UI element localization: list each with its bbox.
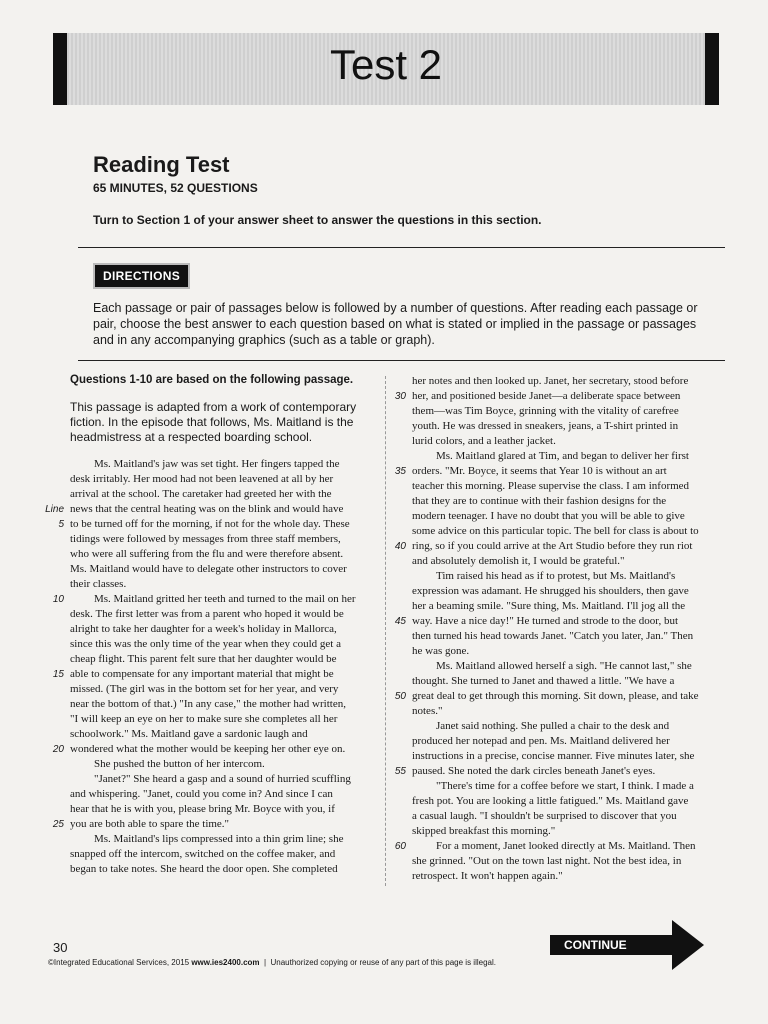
- section-subtitle: 65 MINUTES, 52 QUESTIONS: [93, 181, 258, 195]
- passage-line: [52, 667, 380, 682]
- passage-line: [70, 607, 380, 622]
- line-text: missed. (The girl was in the bottom set for her year, and very: [70, 683, 339, 695]
- line-text: "There's time for a coffee before we start, I think. I made a: [436, 780, 694, 792]
- passage-line: [412, 749, 712, 764]
- line-number: 30: [394, 391, 406, 402]
- line-text: he was gone.: [412, 645, 470, 657]
- line-text: Ms. Maitland would have to delegate other instructors to cover: [70, 563, 347, 575]
- section-instruction: Turn to Section 1 of your answer sheet to answer the questions in this section.: [93, 213, 542, 227]
- passage-line: [412, 854, 712, 869]
- line-text: alright to take her daughter for a week's holiday in Mallorca,: [70, 623, 337, 635]
- passage-line: [394, 464, 712, 479]
- passage-line: [412, 554, 712, 569]
- line-text: wondered what the mother would be keeping her other eye on.: [70, 743, 346, 755]
- line-text: able to compensate for any important material that might be: [70, 668, 334, 680]
- line-text: her a beaming smile. "Sure thing, Ms. Maitland. I'll jog all the: [412, 600, 686, 612]
- passage-line: [412, 599, 712, 614]
- line-text: ring, so if you could arrive at the Art Studio before they run riot: [412, 540, 693, 552]
- passage-line: [70, 802, 380, 817]
- copyright-notice: Unauthorized copying or reuse of any part of this page is illegal.: [270, 958, 496, 967]
- passage-line: [412, 479, 712, 494]
- line-text: orders. "Mr. Boyce, it seems that Year 10 is without an art: [412, 465, 667, 477]
- line-text: that they are to continue with their fashion designs for the: [412, 495, 667, 507]
- passage-line: [70, 772, 380, 787]
- passage-line: [412, 779, 712, 794]
- line-text: lurid colors, and a leather jacket.: [412, 435, 556, 447]
- directions-divider: [78, 360, 725, 361]
- passage-line: [70, 697, 380, 712]
- footer-separator: |: [263, 958, 267, 967]
- line-text: near the bottom of that.) "In any case," the mother had written,: [70, 698, 346, 710]
- line-text: way. Have a nice day!" He turned and strode to the door, but: [412, 615, 679, 627]
- passage-line: [412, 659, 712, 674]
- line-text: skipped breakfast this morning.": [412, 825, 556, 837]
- passage-line: [70, 862, 380, 877]
- passage-line: [70, 472, 380, 487]
- line-number: 35: [394, 466, 406, 477]
- passage-heading: Questions 1-10 are based on the following passage.: [70, 374, 354, 386]
- line-text: Ms. Maitland gritted her teeth and turned to the mail on her: [94, 593, 356, 605]
- line-text: fresh pot. You are looking a little fatigued." Ms. Maitland gave: [412, 795, 689, 807]
- passage-left-column: [45, 374, 380, 877]
- line-number: 5: [58, 519, 64, 530]
- column-divider: [385, 376, 386, 886]
- passage-line: [412, 434, 712, 449]
- line-text: teacher this morning. Please supervise the class. I am informed: [412, 480, 690, 492]
- passage-line: [412, 644, 712, 659]
- passage-line: [70, 787, 380, 802]
- line-text: she grinned. "Out on the town last night. Not the best idea, in: [412, 855, 682, 867]
- passage-line: [52, 817, 380, 832]
- line-text: Tim raised his head as if to protest, but Ms. Maitland's: [436, 570, 676, 582]
- line-text: tidings were followed by messages from three staff members,: [70, 533, 341, 545]
- line-text: For a moment, Janet looked directly at Ms. Maitland. Then: [436, 840, 696, 852]
- line-text: to be turned off for the morning, if not for the whole day. These: [70, 518, 350, 530]
- line-text: Ms. Maitland's lips compressed into a thin grim line; she: [94, 833, 344, 845]
- line-text: desk irritably. Her mood had not been leavened at all by her: [70, 473, 334, 485]
- continue-label: CONTINUE: [564, 938, 627, 952]
- line-text: youth. He was dressed in sneakers, jeans, a T-shirt printed in: [412, 420, 679, 432]
- line-number: 60: [394, 841, 406, 852]
- line-text: Ms. Maitland's jaw was set tight. Her fingers tapped the: [94, 458, 340, 470]
- passage-line: [70, 562, 380, 577]
- line-text: and absolutely demolish it, I would be grateful.": [412, 555, 625, 567]
- passage-line: [412, 629, 712, 644]
- test-banner: [53, 33, 719, 105]
- passage-line: [58, 517, 380, 532]
- test-title: Test 2: [329, 41, 443, 88]
- line-number: 25: [52, 819, 64, 830]
- passage-line: [70, 832, 380, 847]
- line-text: retrospect. It won't happen again.": [412, 870, 563, 882]
- passage-line: [412, 674, 712, 689]
- passage-line: [394, 614, 712, 629]
- continue-arrow: [550, 920, 704, 970]
- line-text: who were all suffering from the flu and were therefore absent.: [70, 548, 344, 560]
- line-number: 55: [394, 766, 406, 777]
- line-number: 50: [394, 691, 406, 702]
- passage-line: [70, 757, 380, 772]
- passage-line: [70, 547, 380, 562]
- banner-right-bar: [705, 33, 719, 105]
- passage-line: [412, 584, 712, 599]
- passage-line: [412, 824, 712, 839]
- line-text: thought. She turned to Janet and thawed a little. "We have a: [412, 675, 675, 687]
- directions-badge: DIRECTIONS: [93, 263, 190, 289]
- line-text: hear that he is with you, please bring Mr. Boyce with you, if: [70, 803, 335, 815]
- passage-line: [70, 652, 380, 667]
- passage-line: [412, 704, 712, 719]
- line-text: "I will keep an eye on her to make sure she completes all her: [70, 713, 338, 725]
- passage-line: [70, 577, 380, 592]
- passage-line: [412, 719, 712, 734]
- line-text: Ms. Maitland glared at Tim, and began to deliver her first: [436, 450, 689, 462]
- line-text: began to take notes. She heard the door open. She completed: [70, 863, 338, 875]
- passage-line: [70, 532, 380, 547]
- line-text: their classes.: [70, 578, 127, 590]
- passage-line: [412, 494, 712, 509]
- line-text: schoolwork." Ms. Maitland gave a sardonic laugh and: [70, 728, 308, 740]
- line-text: snapped off the intercom, switched on the coffee maker, and: [70, 848, 336, 860]
- line-text: some advice on this particular topic. The bell for class is about to: [412, 525, 699, 537]
- passage-line: [412, 794, 712, 809]
- passage-line: [70, 487, 380, 502]
- passage-line: [394, 839, 712, 854]
- passage-line: [412, 374, 712, 389]
- passage-line: [394, 389, 712, 404]
- line-text: her, and positioned beside Janet—a deliberate space between: [412, 390, 681, 402]
- line-text: and whispering. "Janet, could you come in? And since I can: [70, 788, 333, 800]
- line-text: instructions in a precise, concise manner. Five minutes later, she: [412, 750, 695, 762]
- line-text: them—was Tim Boyce, grinning with the vitality of carefree: [412, 405, 679, 417]
- passage-line: [70, 682, 380, 697]
- line-text: desk. The first letter was from a parent who hoped it would be: [70, 608, 344, 620]
- page-number: 30: [53, 940, 68, 955]
- line-text: a casual laugh. "I shouldn't be surprised to discover that you: [412, 810, 677, 822]
- line-text: you are both able to spare the time.": [70, 818, 230, 830]
- top-divider: [78, 247, 725, 248]
- passage-line: [70, 637, 380, 652]
- passage-line: [412, 509, 712, 524]
- passage-line: [70, 622, 380, 637]
- passage-line: [412, 524, 712, 539]
- passage-line: [52, 742, 380, 757]
- arrow-right-icon: [672, 920, 704, 970]
- passage-line: [412, 734, 712, 749]
- passage-line: [70, 712, 380, 727]
- passage-intro: This passage is adapted from a work of contemporary fiction. In the episode that follows, Ms. Maitland is the headmistress at a respected boarding school.: [70, 400, 357, 444]
- passage-line: [70, 457, 380, 472]
- line-text: cheap flight. This parent felt sure that her daughter would be: [70, 653, 337, 665]
- passage-line: [70, 847, 380, 862]
- line-text: notes.": [412, 705, 443, 717]
- website-text: www.ies2400.com: [191, 958, 260, 967]
- line-text: "Janet?" She heard a gasp and a sound of hurried scuffling: [94, 773, 351, 785]
- directions-text: Each passage or pair of passages below is followed by a number of questions. After reading each passage or pair, choose the best answer to each question based on what is stated or implied in the passage or passages and in any accompanying graphics (such as a table or graph).: [93, 301, 698, 347]
- passage-line: [70, 727, 380, 742]
- line-text: news that the central heating was on the blink and would have: [70, 503, 344, 515]
- line-number: Line: [45, 504, 64, 515]
- passage-right-column: [394, 374, 712, 884]
- passage-line: [412, 569, 712, 584]
- line-text: arrival at the school. The caretaker had greeted her with the: [70, 488, 332, 500]
- line-text: then turned his head towards Janet. "Catch you later, Jan." Then: [412, 630, 694, 642]
- line-text: Ms. Maitland allowed herself a sigh. "He cannot last," she: [436, 660, 692, 672]
- passage-line: [394, 764, 712, 779]
- footer-copyright: [48, 958, 496, 967]
- line-text: great deal to get through this morning. Sit down, please, and take: [412, 690, 699, 702]
- line-text: expression was adamant. He shrugged his shoulders, then gave: [412, 585, 689, 597]
- line-text: since this was the only time of the year when they could get a: [70, 638, 341, 650]
- line-text: paused. She noted the dark circles beneath Janet's eyes.: [412, 765, 656, 777]
- line-text: produced her notepad and pen. Ms. Maitland delivered her: [412, 735, 670, 747]
- passage-line: [45, 502, 380, 517]
- passage-line: [412, 869, 712, 884]
- line-text: her notes and then looked up. Janet, her secretary, stood before: [412, 375, 689, 387]
- passage-line: [412, 809, 712, 824]
- passage-line: [412, 404, 712, 419]
- line-text: modern teenager. I have no doubt that you will be able to give: [412, 510, 685, 522]
- passage-line: [394, 689, 712, 704]
- passage-line: [394, 539, 712, 554]
- passage-line: [52, 592, 380, 607]
- line-number: 45: [394, 616, 406, 627]
- line-number: 10: [52, 594, 64, 605]
- line-number: 40: [394, 541, 406, 552]
- passage-line: [412, 449, 712, 464]
- line-number: 20: [52, 744, 64, 755]
- section-title: Reading Test: [93, 152, 230, 177]
- copyright-text: ©Integrated Educational Services, 2015: [48, 958, 190, 967]
- passage-lines-right: [394, 374, 712, 884]
- line-text: Janet said nothing. She pulled a chair to the desk and: [436, 720, 670, 732]
- line-text: She pushed the button of her intercom.: [94, 758, 265, 770]
- passage-lines-left: [45, 457, 380, 877]
- passage-line: [412, 419, 712, 434]
- line-number: 15: [52, 669, 64, 680]
